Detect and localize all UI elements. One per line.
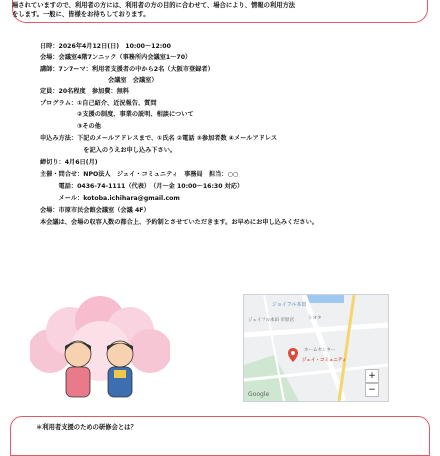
map-pin-label: ジェイ・コミュニティ (302, 358, 347, 363)
info-line: 締切り：4月6日(月) (40, 159, 98, 166)
info-line: 申込み方法：下記のメールアドレスまで、①氏名 ②電話 ③参加者数 ④メールアドレス (40, 135, 278, 142)
boy-figure (107, 341, 133, 397)
map-pin-icon[interactable] (288, 347, 298, 361)
map-label: ホームセンター (304, 348, 336, 353)
info-line: ②支援の制度、事業の説明、相談について (40, 111, 194, 118)
map-zoom-out-button[interactable]: − (365, 383, 379, 397)
map-label: ジェイフル本田 市原店 (248, 318, 295, 323)
girl-figure (65, 341, 91, 397)
info-line: 主催・問合せ：NPO法人 ジェイ・コミュニティ 事務局 担当：○○ (40, 171, 239, 178)
cherry-blossom-icon (30, 296, 170, 381)
kids-illustration (30, 296, 170, 411)
info-line: 定員：20名程度 参加費：無料 (40, 88, 130, 95)
info-line: 会場：会議室4階7ンニック（事務所内会議室1〜70） (40, 54, 192, 61)
bottom-notice-title: ＊利用者支援のための研修会とは？ (36, 424, 137, 431)
info-line: プログラム：①自己紹介、近況報告、質問 (40, 100, 157, 107)
location-map[interactable] (243, 294, 389, 402)
info-line: ③その他 (40, 123, 101, 130)
info-line: 講師：7ン7ーマ：利用者支援者の中から2名（大阪市登録者） (40, 66, 214, 73)
google-logo: Google (248, 391, 270, 398)
info-line: 日時：2026年4月12日(日) 10:00〜12:00 (40, 43, 171, 50)
top-notice-line-2: をします。一般に、皆様をお待ちしております。 (12, 11, 150, 18)
map-label: トヨタ (308, 316, 322, 321)
map-zoom-in-button[interactable]: + (365, 369, 379, 383)
info-line: 会場：市原市民会館会議室（会議 4F） (40, 207, 150, 214)
info-line: 電話：0436-74-1111（代表） （月〜金 10:00〜16:30 対応） (40, 183, 244, 190)
info-line: を記入のうえお申し込み下さい。 (40, 147, 177, 154)
top-notice-line-1: 場されていますので、利用者の方には、利用者の方の目的に合わせて、場合により、情報の利用方法 (12, 2, 296, 9)
info-line: 本会議は、会場の収容人数の都合上、予約制とさせていただきます。お早めにお申し込みください。 (40, 219, 318, 226)
info-line: 会議室 会議室） (40, 77, 158, 84)
info-line: メール：kotoba.ichihara@gmail.com (40, 195, 180, 202)
map-label: ジョイフル本田 (272, 302, 307, 308)
